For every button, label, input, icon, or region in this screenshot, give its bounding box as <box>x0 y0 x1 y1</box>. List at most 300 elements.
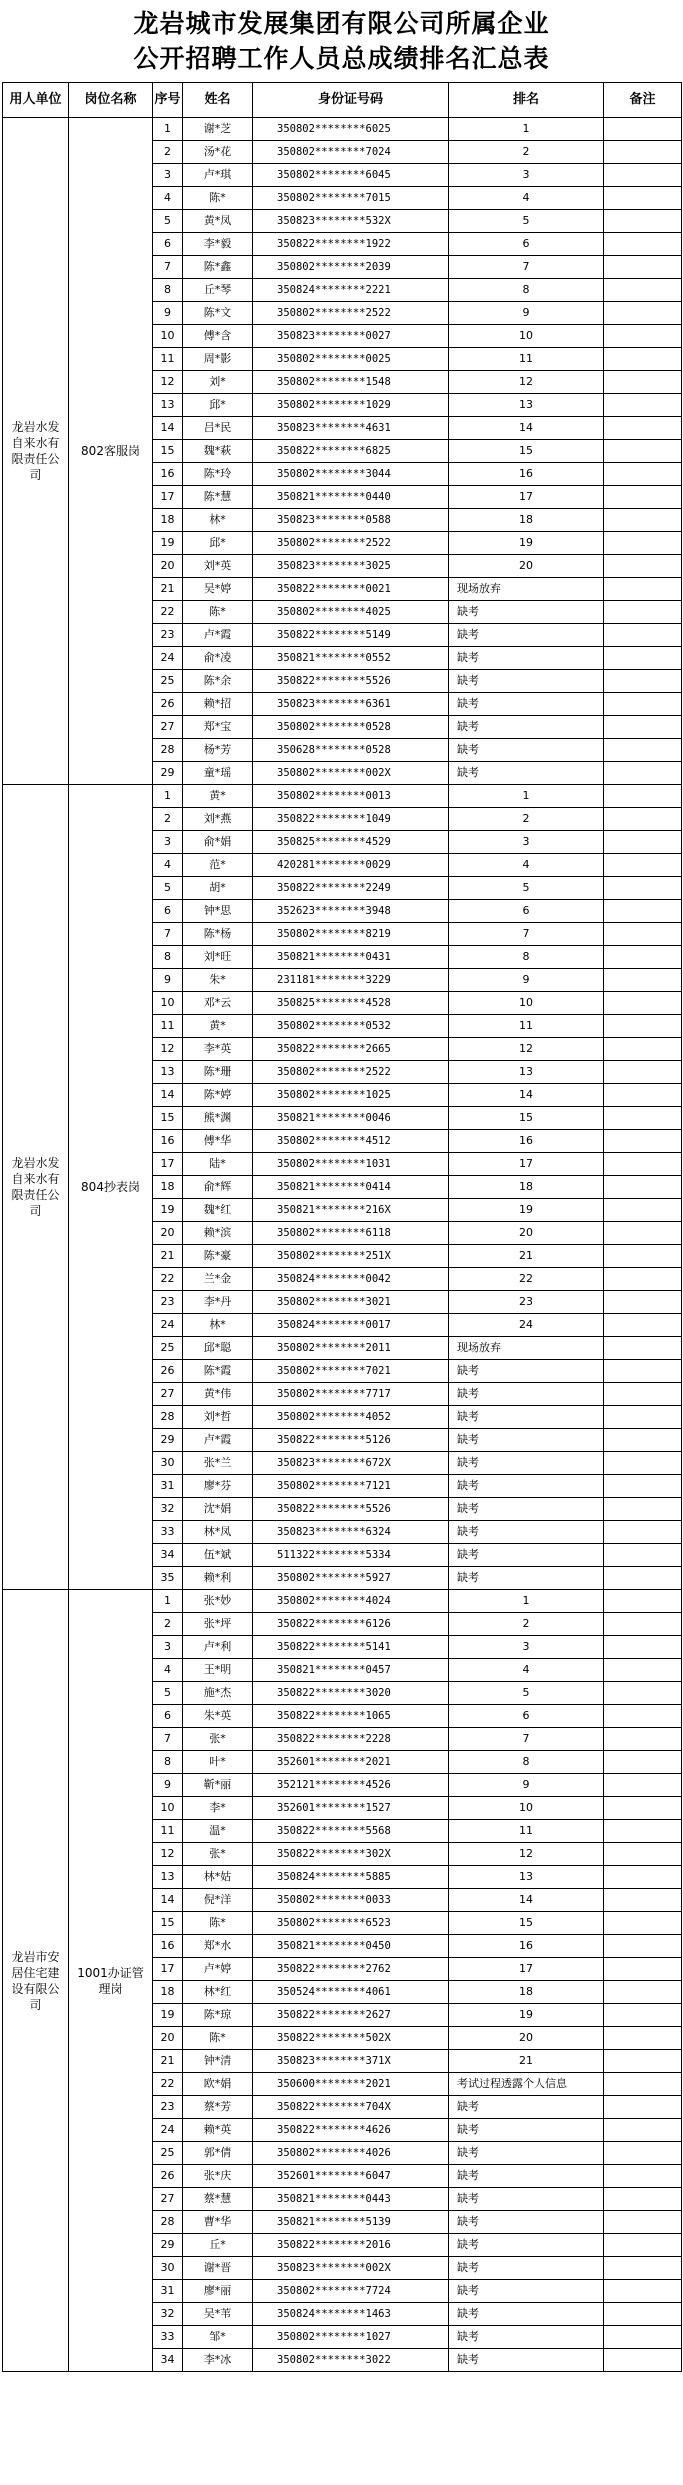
id-cell: 350524********4061 <box>253 1981 449 2004</box>
seq-cell: 28 <box>153 739 183 762</box>
seq-cell: 6 <box>153 233 183 256</box>
seq-cell: 12 <box>153 1843 183 1866</box>
remarks-cell <box>604 2280 682 2303</box>
id-cell: 350822********2762 <box>253 1958 449 1981</box>
rank-cell: 8 <box>449 946 604 969</box>
seq-cell: 10 <box>153 992 183 1015</box>
id-cell: 350821********0431 <box>253 946 449 969</box>
seq-cell: 20 <box>153 555 183 578</box>
remarks-cell <box>604 2027 682 2050</box>
header-position: 岗位名称 <box>69 83 153 118</box>
remarks-cell <box>604 1475 682 1498</box>
seq-cell: 6 <box>153 900 183 923</box>
seq-cell: 11 <box>153 1015 183 1038</box>
id-cell: 350822********1922 <box>253 233 449 256</box>
remarks-cell <box>604 2349 682 2372</box>
rank-cell: 13 <box>449 1866 604 1889</box>
id-cell: 350822********1049 <box>253 808 449 831</box>
seq-cell: 17 <box>153 1153 183 1176</box>
rank-cell: 11 <box>449 1820 604 1843</box>
name-cell: 刘*哲 <box>183 1406 253 1429</box>
seq-cell: 11 <box>153 348 183 371</box>
remarks-cell <box>604 1452 682 1475</box>
seq-cell: 9 <box>153 1774 183 1797</box>
rank-cell: 20 <box>449 1222 604 1245</box>
name-cell: 吕*民 <box>183 417 253 440</box>
name-cell: 吴*苇 <box>183 2303 253 2326</box>
remarks-cell <box>604 348 682 371</box>
seq-cell: 34 <box>153 1544 183 1567</box>
id-cell: 350600********2021 <box>253 2073 449 2096</box>
header-id: 身份证号码 <box>253 83 449 118</box>
name-cell: 陈* <box>183 1912 253 1935</box>
rank-cell: 缺考 <box>449 2349 604 2372</box>
id-cell: 350802********251X <box>253 1245 449 1268</box>
name-cell: 丘* <box>183 2234 253 2257</box>
remarks-cell <box>604 302 682 325</box>
id-cell: 350822********6825 <box>253 440 449 463</box>
rank-cell: 现场放弃 <box>449 578 604 601</box>
id-cell: 350802********0033 <box>253 1889 449 1912</box>
rank-cell: 9 <box>449 1774 604 1797</box>
seq-cell: 30 <box>153 2257 183 2280</box>
remarks-cell <box>604 1843 682 1866</box>
name-cell: 卢*琪 <box>183 164 253 187</box>
rank-cell: 缺考 <box>449 2142 604 2165</box>
remarks-cell <box>604 1291 682 1314</box>
name-cell: 汤*花 <box>183 141 253 164</box>
remarks-cell <box>604 2188 682 2211</box>
rank-cell: 缺考 <box>449 1498 604 1521</box>
seq-cell: 33 <box>153 1521 183 1544</box>
rank-cell: 5 <box>449 210 604 233</box>
id-cell: 350822********2228 <box>253 1728 449 1751</box>
name-cell: 李* <box>183 1797 253 1820</box>
remarks-cell <box>604 141 682 164</box>
name-cell: 张*坪 <box>183 1613 253 1636</box>
remarks-cell <box>604 164 682 187</box>
remarks-cell <box>604 1245 682 1268</box>
remarks-cell <box>604 1636 682 1659</box>
remarks-cell <box>604 1383 682 1406</box>
seq-cell: 29 <box>153 762 183 785</box>
header-remarks: 备注 <box>604 83 682 118</box>
seq-cell: 10 <box>153 1797 183 1820</box>
rank-cell: 14 <box>449 1084 604 1107</box>
id-cell: 350822********4626 <box>253 2119 449 2142</box>
header-seq: 序号 <box>153 83 183 118</box>
id-cell: 350821********0450 <box>253 1935 449 1958</box>
seq-cell: 20 <box>153 1222 183 1245</box>
name-cell: 熊*渊 <box>183 1107 253 1130</box>
seq-cell: 13 <box>153 394 183 417</box>
name-cell: 林*姑 <box>183 1866 253 1889</box>
name-cell: 陈* <box>183 601 253 624</box>
rank-cell: 19 <box>449 1199 604 1222</box>
seq-cell: 1 <box>153 118 183 141</box>
seq-cell: 14 <box>153 417 183 440</box>
remarks-cell <box>604 900 682 923</box>
seq-cell: 23 <box>153 2096 183 2119</box>
remarks-cell <box>604 624 682 647</box>
remarks-cell <box>604 1314 682 1337</box>
remarks-cell <box>604 555 682 578</box>
rank-cell: 缺考 <box>449 739 604 762</box>
seq-cell: 14 <box>153 1889 183 1912</box>
id-cell: 350822********704X <box>253 2096 449 2119</box>
remarks-cell <box>604 2303 682 2326</box>
seq-cell: 10 <box>153 325 183 348</box>
rank-cell: 1 <box>449 785 604 808</box>
seq-cell: 17 <box>153 486 183 509</box>
name-cell: 曹*华 <box>183 2211 253 2234</box>
name-cell: 邓*云 <box>183 992 253 1015</box>
remarks-cell <box>604 1015 682 1038</box>
remarks-cell <box>604 923 682 946</box>
remarks-cell <box>604 1521 682 1544</box>
rank-cell: 7 <box>449 256 604 279</box>
id-cell: 350822********2016 <box>253 2234 449 2257</box>
rank-cell: 缺考 <box>449 2303 604 2326</box>
seq-cell: 3 <box>153 831 183 854</box>
rank-cell: 5 <box>449 1682 604 1705</box>
seq-cell: 5 <box>153 1682 183 1705</box>
rank-cell: 10 <box>449 1797 604 1820</box>
id-cell: 350821********0046 <box>253 1107 449 1130</box>
id-cell: 350802********7121 <box>253 1475 449 1498</box>
remarks-cell <box>604 693 682 716</box>
remarks-cell <box>604 1728 682 1751</box>
id-cell: 350802********7724 <box>253 2280 449 2303</box>
id-cell: 350821********0457 <box>253 1659 449 1682</box>
seq-cell: 13 <box>153 1061 183 1084</box>
name-cell: 张* <box>183 1728 253 1751</box>
name-cell: 卢*利 <box>183 1636 253 1659</box>
name-cell: 赖*滨 <box>183 1222 253 1245</box>
rank-cell: 缺考 <box>449 2188 604 2211</box>
seq-cell: 22 <box>153 1268 183 1291</box>
seq-cell: 24 <box>153 647 183 670</box>
name-cell: 俞*娟 <box>183 831 253 854</box>
rank-cell: 15 <box>449 1912 604 1935</box>
name-cell: 郑*水 <box>183 1935 253 1958</box>
seq-cell: 19 <box>153 532 183 555</box>
rank-cell: 17 <box>449 1153 604 1176</box>
seq-cell: 12 <box>153 1038 183 1061</box>
name-cell: 邱* <box>183 532 253 555</box>
seq-cell: 4 <box>153 854 183 877</box>
rank-cell: 缺考 <box>449 601 604 624</box>
remarks-cell <box>604 233 682 256</box>
remarks-cell <box>604 1061 682 1084</box>
id-cell: 350822********5141 <box>253 1636 449 1659</box>
rank-cell: 7 <box>449 923 604 946</box>
remarks-cell <box>604 1429 682 1452</box>
name-cell: 林* <box>183 509 253 532</box>
seq-cell: 1 <box>153 1590 183 1613</box>
rank-cell: 6 <box>449 1705 604 1728</box>
remarks-cell <box>604 1176 682 1199</box>
id-cell: 352121********4526 <box>253 1774 449 1797</box>
name-cell: 欧*娟 <box>183 2073 253 2096</box>
remarks-cell <box>604 2004 682 2027</box>
rank-cell: 缺考 <box>449 2280 604 2303</box>
position-cell: 804抄表岗 <box>69 785 153 1590</box>
seq-cell: 3 <box>153 1636 183 1659</box>
seq-cell: 6 <box>153 1705 183 1728</box>
remarks-cell <box>604 463 682 486</box>
seq-cell: 32 <box>153 2303 183 2326</box>
remarks-cell <box>604 992 682 1015</box>
id-cell: 350802********0025 <box>253 348 449 371</box>
id-cell: 350824********0017 <box>253 1314 449 1337</box>
seq-cell: 22 <box>153 2073 183 2096</box>
rank-cell: 1 <box>449 118 604 141</box>
rank-cell: 14 <box>449 1889 604 1912</box>
seq-cell: 7 <box>153 1728 183 1751</box>
remarks-cell <box>604 394 682 417</box>
name-cell: 胡* <box>183 877 253 900</box>
rank-cell: 11 <box>449 1015 604 1038</box>
seq-cell: 32 <box>153 1498 183 1521</box>
remarks-cell <box>604 1199 682 1222</box>
id-cell: 350802********4026 <box>253 2142 449 2165</box>
seq-cell: 16 <box>153 1935 183 1958</box>
id-cell: 350802********2011 <box>253 1337 449 1360</box>
rank-cell: 缺考 <box>449 1475 604 1498</box>
rank-cell: 缺考 <box>449 1567 604 1590</box>
name-cell: 兰*金 <box>183 1268 253 1291</box>
id-cell: 350823********0588 <box>253 509 449 532</box>
remarks-cell <box>604 1659 682 1682</box>
name-cell: 林* <box>183 1314 253 1337</box>
rank-cell: 缺考 <box>449 2257 604 2280</box>
rank-cell: 15 <box>449 440 604 463</box>
remarks-cell <box>604 1107 682 1130</box>
name-cell: 吴*婷 <box>183 578 253 601</box>
rank-cell: 缺考 <box>449 1429 604 1452</box>
rank-cell: 缺考 <box>449 1360 604 1383</box>
seq-cell: 27 <box>153 1383 183 1406</box>
seq-cell: 13 <box>153 1866 183 1889</box>
id-cell: 350802********4512 <box>253 1130 449 1153</box>
id-cell: 350822********502X <box>253 2027 449 2050</box>
name-cell: 陈*杨 <box>183 923 253 946</box>
id-cell: 350802********5927 <box>253 1567 449 1590</box>
name-cell: 刘* <box>183 371 253 394</box>
rank-cell: 19 <box>449 2004 604 2027</box>
seq-cell: 30 <box>153 1452 183 1475</box>
name-cell: 黄*凤 <box>183 210 253 233</box>
id-cell: 350822********1065 <box>253 1705 449 1728</box>
rank-cell: 19 <box>449 532 604 555</box>
rank-cell: 2 <box>449 1613 604 1636</box>
remarks-cell <box>604 1820 682 1843</box>
name-cell: 伍*斌 <box>183 1544 253 1567</box>
rank-cell: 3 <box>449 1636 604 1659</box>
id-cell: 350802********6523 <box>253 1912 449 1935</box>
name-cell: 陈*鑫 <box>183 256 253 279</box>
seq-cell: 2 <box>153 808 183 831</box>
remarks-cell <box>604 1774 682 1797</box>
rank-cell: 5 <box>449 877 604 900</box>
rank-cell: 4 <box>449 1659 604 1682</box>
seq-cell: 17 <box>153 1958 183 1981</box>
rank-cell: 23 <box>449 1291 604 1314</box>
rank-cell: 缺考 <box>449 2119 604 2142</box>
name-cell: 陈*文 <box>183 302 253 325</box>
name-cell: 刘*旺 <box>183 946 253 969</box>
name-cell: 李*毅 <box>183 233 253 256</box>
seq-cell: 2 <box>153 141 183 164</box>
name-cell: 靳*丽 <box>183 1774 253 1797</box>
remarks-cell <box>604 808 682 831</box>
name-cell: 陈*豪 <box>183 1245 253 1268</box>
header-name: 姓名 <box>183 83 253 118</box>
remarks-cell <box>604 187 682 210</box>
rank-cell: 21 <box>449 2050 604 2073</box>
rank-cell: 2 <box>449 141 604 164</box>
rank-cell: 缺考 <box>449 670 604 693</box>
remarks-cell <box>604 1130 682 1153</box>
seq-cell: 3 <box>153 164 183 187</box>
id-cell: 350821********5139 <box>253 2211 449 2234</box>
remarks-cell <box>604 1567 682 1590</box>
rank-cell: 11 <box>449 348 604 371</box>
rank-cell: 17 <box>449 1958 604 1981</box>
remarks-cell <box>604 1889 682 1912</box>
name-cell: 钟*清 <box>183 2050 253 2073</box>
rank-cell: 缺考 <box>449 1544 604 1567</box>
rank-cell: 8 <box>449 279 604 302</box>
remarks-cell <box>604 1498 682 1521</box>
name-cell: 张*妙 <box>183 1590 253 1613</box>
name-cell: 沈*娟 <box>183 1498 253 1521</box>
id-cell: 350823********0027 <box>253 325 449 348</box>
seq-cell: 4 <box>153 1659 183 1682</box>
seq-cell: 27 <box>153 716 183 739</box>
id-cell: 350821********216X <box>253 1199 449 1222</box>
name-cell: 张* <box>183 1843 253 1866</box>
name-cell: 魏*红 <box>183 1199 253 1222</box>
remarks-cell <box>604 1797 682 1820</box>
id-cell: 350802********4052 <box>253 1406 449 1429</box>
remarks-cell <box>604 1613 682 1636</box>
name-cell: 俞*凌 <box>183 647 253 670</box>
id-cell: 350822********2665 <box>253 1038 449 1061</box>
id-cell: 350802********1025 <box>253 1084 449 1107</box>
title-line-1: 龙岩城市发展集团有限公司所属企业 <box>133 9 550 38</box>
id-cell: 350824********1463 <box>253 2303 449 2326</box>
name-cell: 俞*辉 <box>183 1176 253 1199</box>
id-cell: 350823********6361 <box>253 693 449 716</box>
remarks-cell <box>604 1337 682 1360</box>
name-cell: 陈*婷 <box>183 1084 253 1107</box>
remarks-cell <box>604 1084 682 1107</box>
name-cell: 刘*燕 <box>183 808 253 831</box>
seq-cell: 26 <box>153 693 183 716</box>
remarks-cell <box>604 1866 682 1889</box>
seq-cell: 24 <box>153 1314 183 1337</box>
remarks-cell <box>604 716 682 739</box>
seq-cell: 26 <box>153 1360 183 1383</box>
name-cell: 蔡*慧 <box>183 2188 253 2211</box>
seq-cell: 34 <box>153 2349 183 2372</box>
seq-cell: 14 <box>153 1084 183 1107</box>
name-cell: 温* <box>183 1820 253 1843</box>
name-cell: 赖*利 <box>183 1567 253 1590</box>
rank-cell: 9 <box>449 302 604 325</box>
remarks-cell <box>604 1544 682 1567</box>
id-cell: 350822********5149 <box>253 624 449 647</box>
name-cell: 赖*英 <box>183 2119 253 2142</box>
remarks-cell <box>604 256 682 279</box>
rank-cell: 12 <box>449 1843 604 1866</box>
id-cell: 352601********6047 <box>253 2165 449 2188</box>
seq-cell: 24 <box>153 2119 183 2142</box>
id-cell: 350802********4024 <box>253 1590 449 1613</box>
rank-cell: 缺考 <box>449 1521 604 1544</box>
id-cell: 350802********7717 <box>253 1383 449 1406</box>
remarks-cell <box>604 1268 682 1291</box>
id-cell: 350822********2627 <box>253 2004 449 2027</box>
seq-cell: 16 <box>153 463 183 486</box>
remarks-cell <box>604 325 682 348</box>
id-cell: 350802********2522 <box>253 532 449 555</box>
id-cell: 350802********6025 <box>253 118 449 141</box>
rank-cell: 缺考 <box>449 716 604 739</box>
rank-cell: 缺考 <box>449 1383 604 1406</box>
seq-cell: 4 <box>153 187 183 210</box>
remarks-cell <box>604 739 682 762</box>
seq-cell: 2 <box>153 1613 183 1636</box>
id-cell: 350822********6126 <box>253 1613 449 1636</box>
id-cell: 350802********0528 <box>253 716 449 739</box>
seq-cell: 8 <box>153 946 183 969</box>
remarks-cell <box>604 1222 682 1245</box>
remarks-cell <box>604 2257 682 2280</box>
table-row <box>3 1590 682 1613</box>
seq-cell: 21 <box>153 2050 183 2073</box>
name-cell: 施*杰 <box>183 1682 253 1705</box>
rank-cell: 缺考 <box>449 1406 604 1429</box>
name-cell: 张*庆 <box>183 2165 253 2188</box>
name-cell: 卢*霞 <box>183 1429 253 1452</box>
rank-cell: 缺考 <box>449 1452 604 1475</box>
name-cell: 傅*华 <box>183 1130 253 1153</box>
name-cell: 蔡*芳 <box>183 2096 253 2119</box>
seq-cell: 11 <box>153 1820 183 1843</box>
name-cell: 谢*晋 <box>183 2257 253 2280</box>
seq-cell: 22 <box>153 601 183 624</box>
seq-cell: 8 <box>153 279 183 302</box>
id-cell: 350802********8219 <box>253 923 449 946</box>
seq-cell: 21 <box>153 1245 183 1268</box>
name-cell: 陈*慧 <box>183 486 253 509</box>
name-cell: 陈*琼 <box>183 2004 253 2027</box>
rank-cell: 20 <box>449 2027 604 2050</box>
employer-cell: 龙岩市安居住宅建设有限公司 <box>3 1590 69 2372</box>
seq-cell: 29 <box>153 1429 183 1452</box>
rank-cell: 缺考 <box>449 2234 604 2257</box>
rank-cell: 15 <box>449 1107 604 1130</box>
name-cell: 陈*珊 <box>183 1061 253 1084</box>
name-cell: 范* <box>183 854 253 877</box>
name-cell: 王*明 <box>183 1659 253 1682</box>
rank-cell: 17 <box>449 486 604 509</box>
seq-cell: 15 <box>153 1107 183 1130</box>
id-cell: 350822********302X <box>253 1843 449 1866</box>
